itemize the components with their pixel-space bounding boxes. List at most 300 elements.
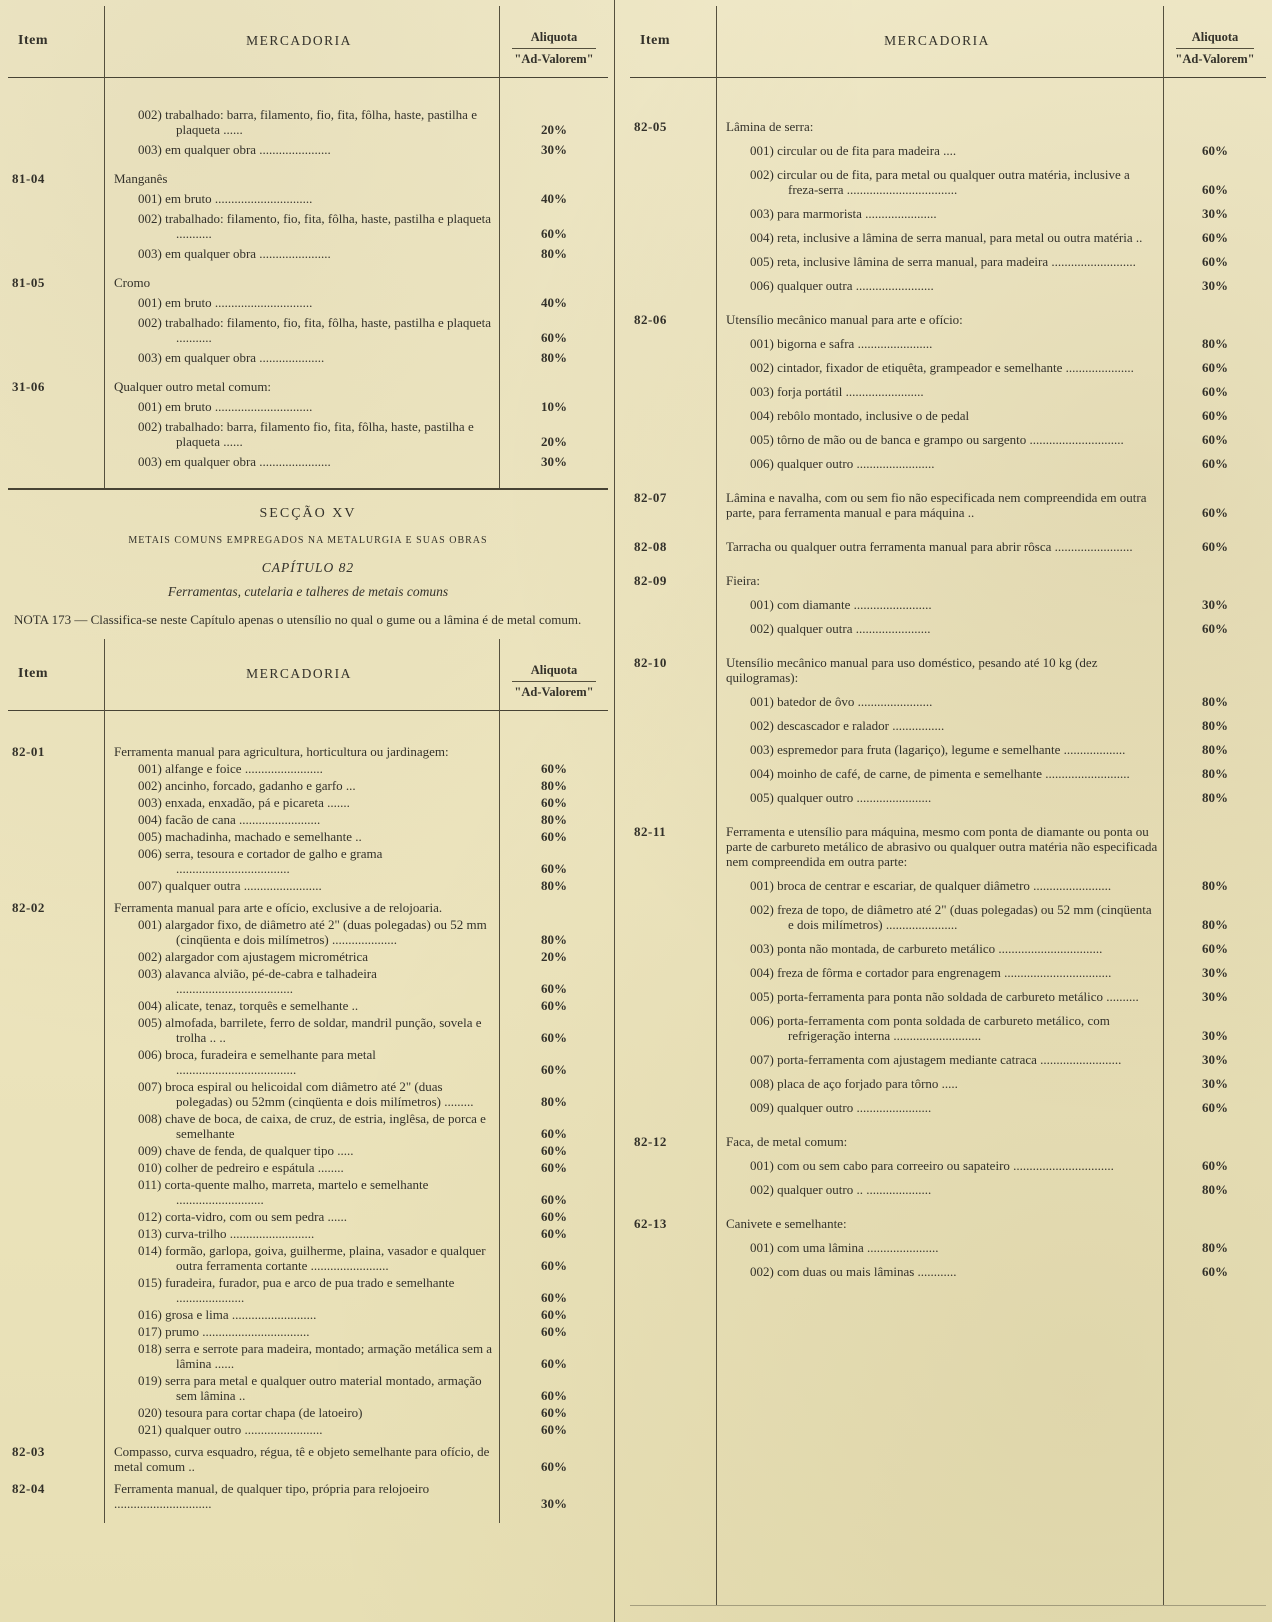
merchandise-description: Ferramenta manual, de qualquer tipo, própria para relojoeiro .............................. [114,1481,430,1511]
header-item-label: Item [18,33,48,48]
item-code [8,778,104,793]
section-heading-block [8,490,608,639]
table-body [630,78,1266,1298]
merchandise-description: 005) porta-ferramenta para ponta não soldada de carbureto metálico .......... [750,989,1139,1004]
merchandise-description: 004) rebôlo montado, inclusive o de pedal [750,408,970,423]
item-code [8,107,104,137]
item-code [8,1226,104,1241]
ad-valorem-rate: 80% [1202,878,1228,893]
merchandise-description: 007) broca espiral ou helicoidal com diâmetro até 2" (duas polegadas) ou 52mm (cinqüenta e dois milímetros) ......... [138,1079,474,1109]
table-header [8,6,608,78]
nota-paragraph: NOTA 173 — Classifica-se neste Capítulo apenas o utensílio no qual o gume ou a lâmina é de metal comum. [14,612,582,627]
table-row [8,211,608,241]
ad-valorem-rate: 60% [541,1143,567,1158]
ad-valorem-rate: 60% [541,1126,567,1141]
item-code [630,408,716,423]
item-code [8,1243,104,1273]
chapter-subtitle: Ferramentas, cutelaria e talheres de metais comuns [167,584,449,599]
aliquota-rule [512,681,596,682]
merchandise-description: 002) alargador com ajustagem micrométrica [138,949,369,964]
table-row [630,965,1266,980]
item-code: 82-08 [634,539,667,554]
table-row [8,966,608,996]
table-row [8,379,608,394]
ad-valorem-rate: 60% [541,1422,567,1437]
table-row [630,718,1266,733]
merchandise-description: 001) batedor de ôvo ....................... [750,694,933,709]
ad-valorem-rate: 60% [541,795,567,810]
table-row [8,246,608,261]
table-row [630,1013,1266,1043]
ad-valorem-rate: 80% [1202,336,1228,351]
merchandise-description: 001) em bruto .............................. [138,191,313,206]
ad-valorem-rate: 60% [1202,254,1228,269]
item-code [630,965,716,980]
table-row [8,795,608,810]
item-code [8,1307,104,1322]
item-code [8,1209,104,1224]
table-row [8,917,608,947]
table-row [630,1182,1266,1197]
ad-valorem-rate: 40% [541,295,567,310]
merchandise-description: 001) circular ou de fita para madeira .... [750,143,957,158]
item-code [8,1324,104,1339]
left-column [8,6,608,1523]
merchandise-description: 021) qualquer outro ........................ [138,1422,323,1437]
merchandise-description: 002) cintador, fixador de etiquêta, grampeador e semelhante ..................... [750,360,1134,375]
table-row [630,312,1266,327]
table-row [8,949,608,964]
table-header [630,6,1266,78]
merchandise-description: 005) almofada, barrilete, ferro de soldar, mandril punção, sovela e trolha .. .. [138,1015,482,1045]
merchandise-description: 002) trabalhado: filamento, fio, fita, fôlha, haste, pastilha e plaqueta ........... [138,315,492,345]
merchandise-description: 003) alavanca alvião, pé-de-cabra e talhadeira .................................... [138,966,377,996]
item-code [8,191,104,206]
chapter-title: CAPÍTULO 82 [261,560,355,575]
merchandise-description: 006) broca, furadeira e semelhante para metal ..................................... [138,1047,376,1077]
merchandise-description: 004) reta, inclusive a lâmina de serra manual, para metal ou outra matéria .. [750,230,1143,245]
item-code [630,1264,716,1279]
item-code [8,399,104,414]
item-code: 82-05 [634,119,667,134]
merchandise-description: 013) curva-trilho .......................... [138,1226,315,1241]
table-row [630,432,1266,447]
item-code: 82-07 [634,490,667,505]
table-row [8,419,608,449]
ad-valorem-rate: 40% [541,191,567,206]
merchandise-description: 011) corta-quente malho, marreta, martelo e semelhante ........................... [138,1177,429,1207]
table-row [630,878,1266,893]
table-row [630,408,1266,423]
table-row [8,878,608,893]
item-code [8,1143,104,1158]
ad-valorem-rate: 20% [541,122,567,137]
table-row [630,230,1266,245]
item-code [630,432,716,447]
ad-valorem-rate: 30% [1202,1052,1228,1067]
table-row [8,846,608,876]
aliquota-label: Aliquota [1191,30,1239,44]
ad-valorem-rate: 60% [1202,1264,1228,1279]
item-code [8,1015,104,1045]
table-header [8,639,608,711]
item-code: 81-05 [12,275,45,290]
merchandise-description: 006) serra, tesoura e cortador de galho e grama ................................... [138,846,383,876]
table-row [8,315,608,345]
merchandise-description: Fieira: [726,573,760,588]
table-row [630,360,1266,375]
table-row [630,254,1266,269]
item-code [630,621,716,636]
table-row [630,1240,1266,1255]
item-code [8,315,104,345]
ad-valorem-rate: 60% [541,998,567,1013]
table-row [630,1052,1266,1067]
table-row [8,1047,608,1077]
table-row [630,1264,1266,1279]
item-code [630,718,716,733]
item-code [8,829,104,844]
item-code [630,167,716,197]
ad-valorem-rate: 80% [541,812,567,827]
merchandise-description: 002) trabalhado: barra, filamento, fio, fita, fôlha, haste, pastilha e plaqueta ...... [138,107,477,137]
merchandise-description: 003) espremedor para fruta (lagariço), legume e semelhante ................... [750,742,1126,757]
ad-valorem-rate: 80% [541,350,567,365]
item-code [8,1079,104,1109]
ad-valorem-rate: 60% [541,1459,567,1474]
table-row [630,902,1266,932]
item-code [8,1160,104,1175]
table-row [8,900,608,915]
table-row [8,1307,608,1322]
ad-valorem-rate: 60% [541,1324,567,1339]
table-row [8,812,608,827]
ad-valorem-rate: 80% [541,878,567,893]
merchandise-description: 012) corta-vidro, com ou sem pedra ...... [138,1209,348,1224]
item-code: 82-04 [12,1481,45,1496]
ad-valorem-rate: 60% [1202,230,1228,245]
header-mercadoria-label: MERCADORIA [246,666,352,681]
merchandise-description: 006) qualquer outro ........................ [750,456,935,471]
merchandise-description: Canivete e semelhante: [726,1216,847,1231]
merchandise-description: Manganês [114,171,168,186]
item-code [630,1013,716,1043]
table-row [630,655,1266,685]
merchandise-description: 005) tôrno de mão ou de banca e grampo ou sargento ............................. [750,432,1124,447]
ad-valorem-rate: 80% [1202,1182,1228,1197]
item-code [8,949,104,964]
ad-valorem-rate: 30% [1202,597,1228,612]
item-code [8,1422,104,1437]
aliquota-rule [1176,48,1254,49]
table-row [8,1143,608,1158]
merchandise-description: 003) para marmorista ...................... [750,206,937,221]
merchandise-description: 002) trabalhado: filamento, fio, fita, fôlha, haste, pastilha e plaqueta ........... [138,211,492,241]
item-code [630,206,716,221]
merchandise-description: 001) em bruto .............................. [138,399,313,414]
ad-valorem-rate: 30% [1202,965,1228,980]
ad-valorem-rate: 30% [541,142,567,157]
item-code: 82-06 [634,312,667,327]
ad-valorem-rate: 30% [1202,206,1228,221]
table-row [8,1177,608,1207]
header-aliquota-label [500,659,608,704]
ad-valorem-rate: 80% [1202,742,1228,757]
item-code [8,761,104,776]
ad-valorem-rate: 60% [541,1030,567,1045]
item-code [8,1047,104,1077]
item-code: 62-13 [634,1216,667,1231]
ad-valorem-rate: 80% [1202,1240,1228,1255]
merchandise-description: 003) enxada, enxadão, pá e picareta ....... [138,795,350,810]
aliquota-label: Aliquota [530,663,578,677]
table-row [8,1405,608,1420]
ad-valorem-rate: 30% [1202,278,1228,293]
table-row [8,142,608,157]
merchandise-description: Tarracha ou qualquer outra ferramenta manual para abrir rôsca ........................ [726,539,1133,554]
ad-valorem-rate: 60% [1202,621,1228,636]
merchandise-description: 001) broca de centrar e escariar, de qualquer diâmetro ........................ [750,878,1112,893]
table-row [630,490,1266,520]
ad-valorem-rate: 60% [1202,384,1228,399]
item-code [8,878,104,893]
table-row [8,1209,608,1224]
ad-valorem-rate: 30% [1202,989,1228,1004]
table-row [630,336,1266,351]
merchandise-description: 019) serra para metal e qualquer outro material montado, armação sem lâmina .. [138,1373,482,1403]
item-code [8,795,104,810]
item-code [8,419,104,449]
tariff-table-saws-knives [630,6,1266,1606]
item-code [8,1341,104,1371]
item-code [630,384,716,399]
merchandise-description: 001) alfange e foice ........................ [138,761,323,776]
ad-valorem-rate: 60% [1202,941,1228,956]
item-code [630,902,716,932]
item-code [8,1275,104,1305]
merchandise-description: 002) com duas ou mais lâminas ............ [750,1264,957,1279]
ad-valorem-label: "Ad-Valorem" [514,685,594,699]
item-code [630,1240,716,1255]
aliquota-label: Aliquota [530,30,578,44]
header-mercadoria-label: MERCADORIA [884,33,990,48]
table-row [8,1373,608,1403]
item-code [630,336,716,351]
header-item-label: Item [640,33,670,48]
table-row [8,1160,608,1175]
table-row [630,824,1266,869]
ad-valorem-rate: 60% [1202,1158,1228,1173]
table-row [8,744,608,759]
merchandise-description: 014) formão, garlopa, goiva, guilherme, plaina, vasador e qualquer outra ferramenta cortante ........................ [138,1243,486,1273]
table-body [8,78,608,488]
item-code [8,211,104,241]
table-row [8,1324,608,1339]
ad-valorem-rate: 80% [1202,718,1228,733]
ad-valorem-rate: 60% [1202,539,1228,554]
merchandise-description: 001) bigorna e safra ....................... [750,336,933,351]
item-code [630,254,716,269]
ad-valorem-rate: 60% [541,861,567,876]
ad-valorem-rate: 60% [541,1405,567,1420]
ad-valorem-rate: 60% [541,1160,567,1175]
ad-valorem-rate: 80% [541,246,567,261]
table-row [8,778,608,793]
table-row [8,761,608,776]
table-row [630,456,1266,471]
ad-valorem-rate: 80% [541,932,567,947]
item-code [8,295,104,310]
header-aliquota-label [500,26,608,71]
table-body [8,711,608,1523]
ad-valorem-rate: 30% [541,1496,567,1511]
item-code [630,941,716,956]
table-row [8,1275,608,1305]
table-row [8,1226,608,1241]
header-aliquota-label [1164,26,1266,71]
merchandise-description: 009) qualquer outro ....................... [750,1100,932,1115]
merchandise-description: Faca, de metal comum: [726,1134,848,1149]
item-code [630,878,716,893]
ad-valorem-rate: 80% [1202,790,1228,805]
ad-valorem-rate: 80% [1202,917,1228,932]
item-code: 82-03 [12,1444,45,1459]
item-code: 82-01 [12,744,45,759]
table-row [8,998,608,1013]
ad-valorem-rate: 60% [541,1226,567,1241]
merchandise-description: Ferramenta manual para agricultura, horticultura ou jardinagem: [114,744,449,759]
table-row [8,191,608,206]
item-code [8,998,104,1013]
table-row [630,989,1266,1004]
table-row [8,399,608,414]
tariff-table-tools [8,639,608,1523]
table-row [8,1481,608,1511]
table-row [630,742,1266,757]
item-code [630,766,716,781]
table-row [8,454,608,469]
merchandise-description: 008) chave de boca, de caixa, de cruz, de estria, inglêsa, de porca e semelhante [138,1111,486,1141]
section-title: SECÇÃO XV [259,506,357,521]
merchandise-description: 003) em qualquer obra ...................... [138,454,331,469]
item-code [8,246,104,261]
ad-valorem-rate: 60% [1202,505,1228,520]
table-row [630,278,1266,293]
merchandise-description: Compasso, curva esquadro, régua, tê e objeto semelhante para ofício, de metal comum .. [114,1444,490,1474]
ad-valorem-rate: 60% [1202,432,1228,447]
item-code [630,456,716,471]
item-code [8,966,104,996]
merchandise-description: 004) facão de cana ......................... [138,812,321,827]
merchandise-description: 005) reta, inclusive lâmina de serra manual, para madeira .......................... [750,254,1136,269]
table-row [630,119,1266,134]
right-column [630,6,1266,1606]
table-row [8,1015,608,1045]
ad-valorem-rate: 30% [541,454,567,469]
item-code [8,846,104,876]
table-row [8,829,608,844]
merchandise-description: 002) descascador e ralador ................ [750,718,945,733]
item-code [8,454,104,469]
item-code [8,1111,104,1141]
ad-valorem-label: "Ad-Valorem" [514,52,594,66]
ad-valorem-rate: 10% [541,399,567,414]
ad-valorem-rate: 60% [1202,1100,1228,1115]
ad-valorem-rate: 60% [541,330,567,345]
merchandise-description: 001) com uma lâmina ...................... [750,1240,939,1255]
item-code [630,1158,716,1173]
table-row [630,143,1266,158]
item-code: 82-11 [634,824,667,839]
merchandise-description: 010) colher de pedreiro e espátula ........ [138,1160,344,1175]
item-code [630,278,716,293]
table-row [8,1341,608,1371]
table-row [8,171,608,186]
item-code [8,1373,104,1403]
item-code [630,1182,716,1197]
merchandise-description: Qualquer outro metal comum: [114,379,272,394]
header-item-label: Item [18,666,48,681]
item-code [630,790,716,805]
merchandise-description: 003) em qualquer obra ...................... [138,142,331,157]
item-code [630,989,716,1004]
ad-valorem-rate: 20% [541,949,567,964]
merchandise-description: 004) moinho de café, de carne, de pimenta e semelhante .......................... [750,766,1130,781]
table-row [630,206,1266,221]
merchandise-description: Ferramenta manual para arte e ofício, exclusive a de relojoaria. [114,900,443,915]
table-row [630,1216,1266,1231]
table-row [8,1243,608,1273]
merchandise-description: Lâmina de serra: [726,119,814,134]
merchandise-description: 001) alargador fixo, de diâmetro até 2" (duas polegadas) ou 52 mm (cinqüenta e dois milímetros) .................... [138,917,487,947]
item-code [630,360,716,375]
ad-valorem-rate: 60% [541,1209,567,1224]
ad-valorem-rate: 60% [1202,143,1228,158]
merchandise-description: 007) qualquer outra ........................ [138,878,322,893]
ad-valorem-rate: 60% [541,829,567,844]
table-row [630,1076,1266,1091]
ad-valorem-rate: 60% [541,981,567,996]
table-row [8,295,608,310]
item-code: 82-02 [12,900,45,915]
merchandise-description: 009) chave de fenda, de qualquer tipo ..... [138,1143,354,1158]
table-row [8,350,608,365]
merchandise-description: 004) freza de fôrma e cortador para engrenagem ................................. [750,965,1112,980]
merchandise-description: 005) qualquer outro ....................... [750,790,932,805]
table-row [630,766,1266,781]
merchandise-description: 016) grosa e lima .......................... [138,1307,317,1322]
merchandise-description: 015) furadeira, furador, pua e arco de pua trado e semelhante ..................... [138,1275,455,1305]
ad-valorem-label: "Ad-Valorem" [1175,52,1255,66]
merchandise-description: 006) porta-ferramenta com ponta soldada de carbureto metálico, com refrigeração interna ........................... [750,1013,1110,1043]
item-code [630,1076,716,1091]
table-row [8,1111,608,1141]
table-row [630,694,1266,709]
section-subtitle: METAIS COMUNS EMPREGADOS NA METALURGIA E SUAS OBRAS [128,535,488,546]
item-code [630,597,716,612]
item-code: 31-06 [12,379,45,394]
ad-valorem-rate: 60% [541,761,567,776]
ad-valorem-rate: 60% [541,1192,567,1207]
merchandise-description: 003) em qualquer obra ...................... [138,246,331,261]
item-code [630,742,716,757]
merchandise-description: 004) alicate, tenaz, torquês e semelhante .. [138,998,359,1013]
table-row [630,597,1266,612]
item-code: 82-12 [634,1134,667,1149]
item-code [8,142,104,157]
merchandise-description: 002) circular ou de fita, para metal ou qualquer outra matéria, inclusive a freza-serra .................................. [750,167,1130,197]
table-row [8,275,608,290]
